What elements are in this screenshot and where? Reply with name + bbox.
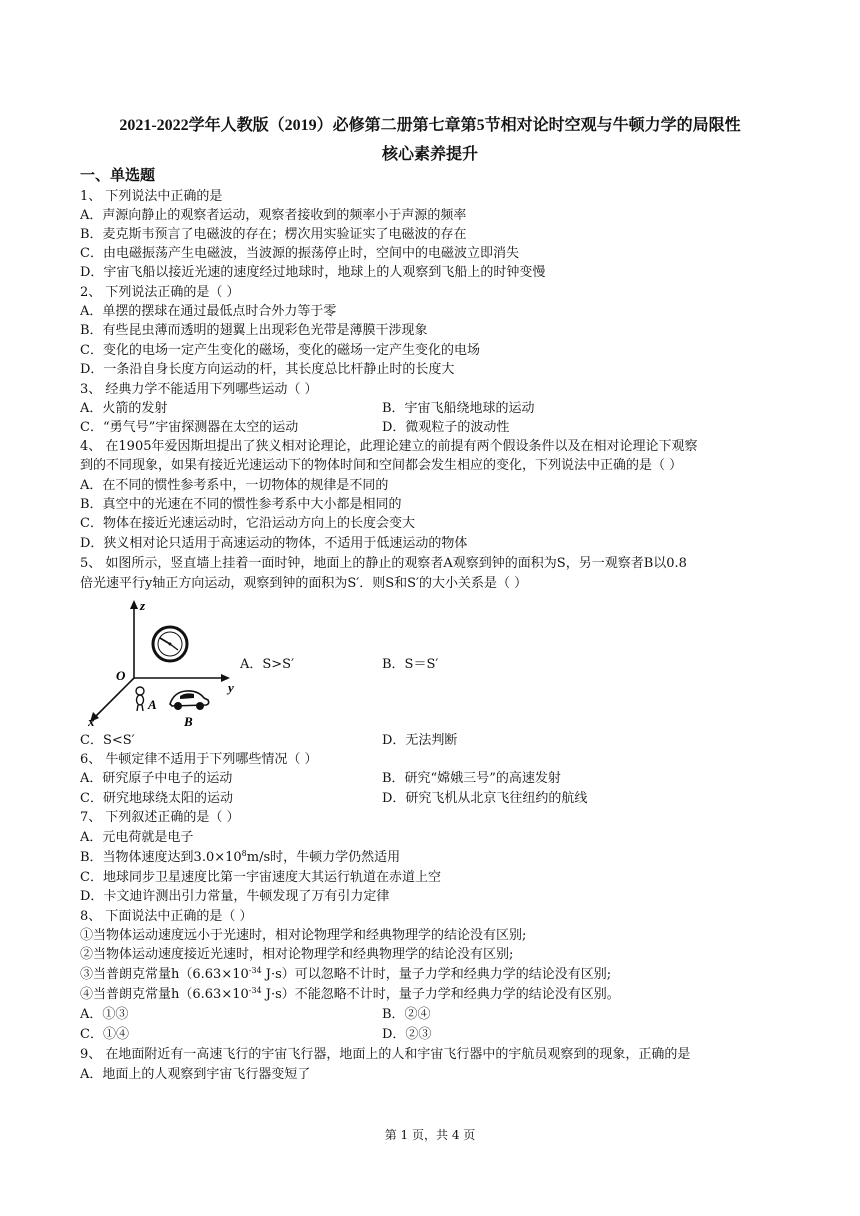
q9-stem: 9、 在地面附近有一高速飞行的宇宙飞行器，地面上的人和宇宙飞行器中的宇航员观察到的现象，正确的是	[80, 1047, 691, 1062]
q3-option-d: D．微观粒子的波动性	[382, 420, 510, 435]
q5-option-a: A．S>S′	[240, 657, 295, 672]
q2-stem: 2、 下列说法正确的是（ ）	[80, 285, 240, 300]
q8-option-a: A．①③	[80, 1007, 129, 1022]
q6-option-b: B．研究“嫦娥三号”的高速发射	[382, 771, 561, 786]
q8-option-c: C．①④	[80, 1027, 129, 1042]
q1-option-b: B．麦克斯韦预言了电磁波的存在；楞次用实验证实了电磁波的存在	[80, 227, 467, 242]
q1-option-a: A．声源向静止的观察者运动，观察者接收到的频率小于声源的频率	[80, 208, 467, 223]
origin-label: O	[116, 668, 126, 683]
q1-stem: 1、 下列说法中正确的是	[80, 189, 223, 204]
q1-option-c: C．由电磁振荡产生电磁波，当波源的振荡停止时，空间中的电磁波立即消失	[80, 246, 519, 261]
q5-option-d: D．无法判断	[382, 733, 458, 748]
q3-option-c: C．“勇气号”宇宙探测器在太空的运动	[80, 420, 299, 435]
q4-stem-line-1: 4、 在1905年爱因斯坦提出了狭义相对论理论，此理论建立的前提有两个假设条件以及在相对论理论下观察	[80, 439, 698, 454]
q5-stem-line-1: 5、 如图所示，竖直墙上挂着一面时钟，地面上的静止的观察者A观察到钟的面积为S，另一观察者B以0.8	[80, 556, 687, 571]
observer-a-icon	[136, 687, 144, 711]
q5-option-c: C．S<S′	[80, 733, 135, 748]
q8-statement-4-text: ④当普朗克常量h（6.63×10	[80, 987, 249, 1002]
q8-statement-3-rest: J·s）可以忽略不计时，量子力学和经典力学的结论没有区别;	[261, 967, 612, 982]
title-line-2: 核心素养提升	[381, 146, 478, 163]
q6-option-d: D．研究飞机从北京飞往纽约的航线	[382, 791, 588, 806]
q5-option-b: B．S＝S′	[382, 657, 439, 672]
q7-option-d: D．卡文迪许测出引力常量，牛顿发现了万有引力定律	[80, 889, 390, 904]
q8-statement-3-text: ③当普朗克常量h（6.63×10	[80, 967, 249, 982]
axis-label-x: x	[88, 714, 95, 729]
q7-option-a: A．元电荷就是电子	[80, 830, 194, 845]
section-heading: 一、单选题	[80, 166, 156, 184]
q6-option-a: A．研究原子中电子的运动	[80, 771, 233, 786]
q4-option-b: B．真空中的光速在不同的惯性参考系中大小都是相同的	[80, 497, 402, 512]
q3-option-b: B．宇宙飞船绕地球的运动	[382, 401, 535, 416]
q6-stem: 6、 牛顿定律不适用于下列哪些情况（ ）	[80, 752, 318, 767]
q8-statement-4-exponent: -34	[248, 986, 262, 995]
clock-icon	[153, 627, 187, 661]
q8-statement-3-exponent: -34	[248, 966, 262, 975]
axis-label-z: z	[140, 598, 146, 613]
q2-option-a: A．单摆的摆球在通过最低点时合外力等于零	[80, 304, 337, 319]
q8-option-b: B．②④	[382, 1007, 431, 1022]
q7-option-b-text: B．当物体速度达到3.0×10	[80, 850, 242, 865]
q7-option-c: C．地球同步卫星速度比第一宇宙速度大其运行轨道在赤道上空	[80, 870, 441, 885]
q6-option-c: C．研究地球绕太阳的运动	[80, 791, 233, 806]
observer-b-label: B	[184, 714, 193, 729]
q2-option-b: B．有些昆虫薄而透明的翅翼上出现彩色光带是薄膜干涉现象	[80, 323, 428, 338]
q7-option-b-exponent: 8	[241, 849, 247, 858]
q8-stem: 8、 下面说法中正确的是（ ）	[80, 909, 253, 924]
q5-stem-line-2: 倍光速平行y轴正方向运动，观察到钟的面积为S′．则S和S′的大小关系是（ ）	[80, 576, 528, 591]
q2-option-d: D．一条沿自身长度方向运动的杆，其长度总比杆静止时的长度大	[80, 362, 455, 377]
title-line-1: 2021-2022学年人教版（2019）必修第二册第七章第5节相对论时空观与牛顿力学的局限性	[119, 117, 741, 134]
q3-option-a: A．火箭的发射	[80, 401, 168, 416]
page-footer: 第 1 页，共 4 页	[384, 1128, 476, 1142]
q4-option-a: A．在不同的惯性参考系中，一切物体的规律是不同的	[80, 478, 389, 493]
observer-a-label: A	[148, 697, 157, 712]
q4-option-d: D．狭义相对论只适用于高速运动的物体，不适用于低速运动的物体	[80, 536, 468, 551]
axis-label-y: y	[228, 680, 234, 695]
observer-b-car-icon	[170, 691, 209, 710]
q4-option-c: C．物体在接近光速运动时，它沿运动方向上的长度会变大	[80, 516, 415, 531]
q7-option-b	[80, 849, 400, 867]
q3-stem: 3、 经典力学不能适用下列哪些运动（ ）	[80, 382, 318, 397]
q9-option-a: A．地面上的人观察到宇宙飞行器变短了	[80, 1067, 311, 1082]
q2-option-c: C．变化的电场一定产生变化的磁场，变化的磁场一定产生变化的电场	[80, 343, 480, 358]
q8-statement-4-rest: J·s）不能忽略不计时，量子力学和经典力学的结论没有区别。	[261, 987, 620, 1002]
q8-statement-4	[80, 986, 620, 1004]
q8-option-d: D．②③	[382, 1027, 432, 1042]
q8-statement-2: ②当物体运动速度接近光速时，相对论物理学和经典物理学的结论没有区别;	[80, 947, 514, 962]
q4-stem-line-2: 到的不同现象，如果有接近光速运动下的物体时间和空间都会发生相应的变化，下列说法中正确的是（ ）	[80, 458, 683, 473]
q8-statement-3	[80, 966, 611, 984]
q1-option-d: D．宇宙飞船以接近光速的速度经过地球时，地球上的人观察到飞船上的时钟变慢	[80, 265, 546, 280]
q7-stem: 7、 下列叙述正确的是（ ）	[80, 810, 240, 825]
q7-option-b-unit: m/s时，牛顿力学仍然适用	[246, 850, 401, 865]
q8-statement-1: ①当物体运动速度远小于光速时，相对论物理学和经典物理学的结论没有区别;	[80, 928, 527, 943]
clock-axes-figure	[82, 596, 242, 730]
